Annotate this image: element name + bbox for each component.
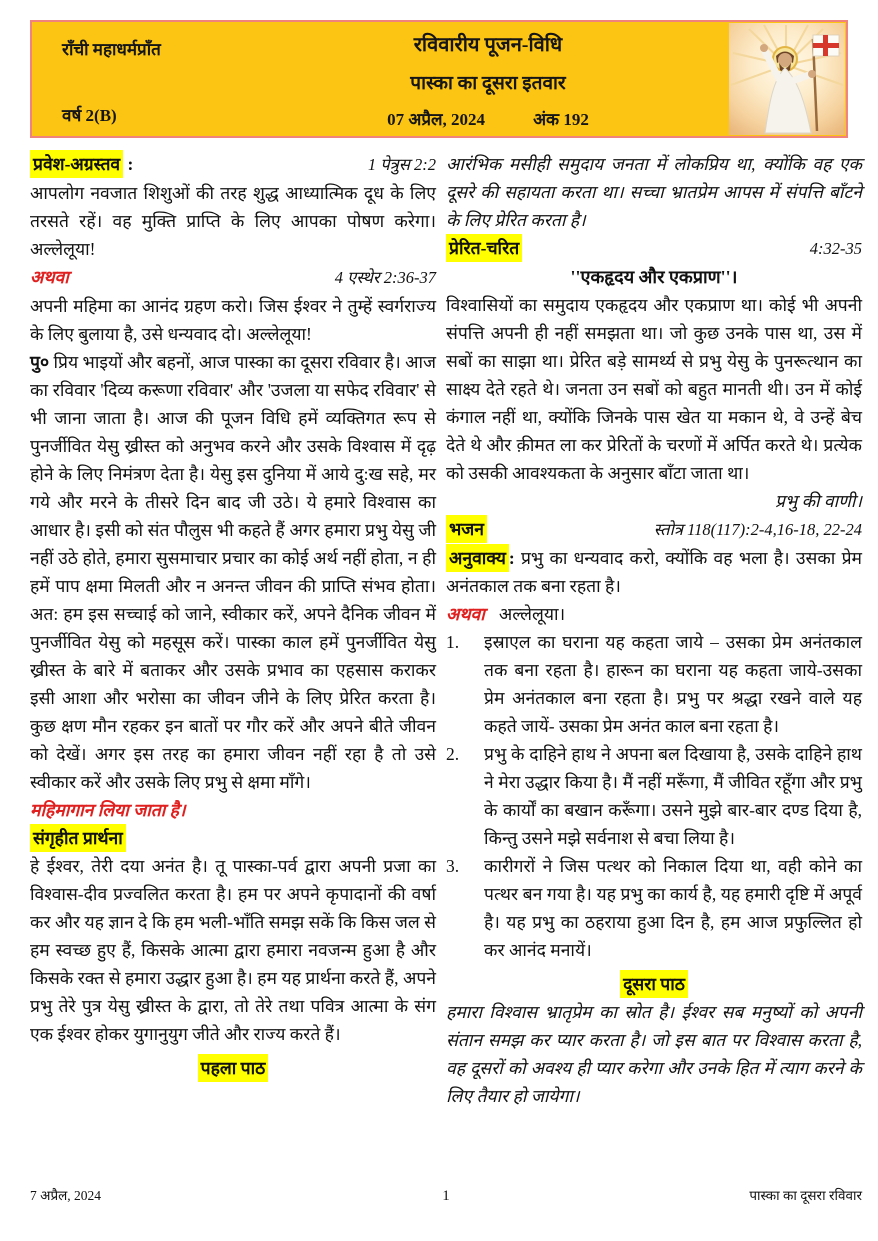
antiphon-colon: : [508, 548, 515, 568]
verse-number: 1. [446, 632, 460, 652]
alternative-headrow [30, 263, 436, 292]
psalm-reference: स्तोत्र 118(117):2-4,16-18, 22-24 [653, 520, 862, 539]
second-reading-heading-row [446, 970, 862, 998]
psalm-alt-text: अल्लेलूया। [498, 604, 566, 624]
first-reading-intro: आरंभिक मसीही समुदाय जनता में लोकप्रिय था, क्योंकि वह एक दूसरे की सहायता करता था। सच्चा भ्रातप्रेम आपस में संपत्ति बाँटने के लिए प्रेरित करता है। [446, 154, 862, 230]
priest-text: प्रिय भाइयों और बहनों, आज पास्का का दूसरा रविवार है। आज का रविवार 'दिव्य करूणा रविवार' और 'उजला या सफेद रविवार' से भी जाना जाता है। आज की पूजन विधि हमें व्यक्तिगत रूप से पुनर्जीवित येसु ख्रीस्त को अनुभव करने और उसके विश्वास में दृढ़ होने के लिए निमंत्रण देता है। येसु इस दुनिया में आये दु:ख सहे, मर गये और मरने के तीसरे दिन बाद जी उठे। ये हमारे विश्वास का आधार है। इसी को संत पौलुस भी कहते हैं अगर हमारा प्रभु येसु जी नहीं उठे होते, हमारा सुसमाचार प्रचार का कोई अर्थ नहीं होता, न ही हमें पाप क्षमा मिलती और न अनन्त जीवन की प्राप्ति संभव होता। अत: हम इस सच्चाई को जाने, स्वीकार करें, अपने दैनिक जीवन में पुनर्जीवित येसु को महसूस करें। पास्का काल हमें पुनर्जीवित येसु ख्रीस्त के बारे में बताकर और उसके प्रभाव का एहसास कराकर इसी आशा और भरोसा का जीवन जीने के लिए प्रेरित करता है। कुछ क्षण मौन रहकर इन बातों पर गौर करें और अपने बीते जीवन को देखें। अगर इस तरह का हमारा जीवन नहीं रहा है तो उसे स्वीकार करें और उसके लिए प्रभु से क्षमा माँगे। [30, 352, 437, 792]
acts-reference: 4:32-35 [809, 239, 862, 258]
acts-text: विश्वासियों का समुदाय एकहृदय और एकप्राण था। कोई भी अपनी संपत्ति अपनी ही नहीं समझता था। जो कुछ उनके पास था, उस में सबों का साझा था। प्रेरित बड़े सामर्थ्य से प्रभु येसु के पुनरूत्थान का साक्ष्य देते रहते थे। जनता उन सबों को बहुत मानती थी। उन में कोई कंगाल नहीं था, क्योंकि जिनके पास खेत या मकान थे, वे उन्हें बेच देते थे और क़ीमत ला कर प्रेरितों के चरणों में अर्पित करते थे। प्रत्येक को उसकी आवश्यकता के अनुसार बाँटा जाता था। [446, 295, 862, 483]
alternative-reference: 4 एस्थेर 2:36-37 [334, 268, 436, 287]
first-reading-heading-row [30, 1054, 436, 1082]
entrance-colon: : [127, 154, 134, 174]
page-footer [30, 1186, 862, 1205]
header-center-block [247, 22, 729, 136]
diocese-name: राँची महाधर्मप्राँत [62, 40, 161, 59]
psalm-heading: भजन [446, 515, 487, 543]
date-issue-row [387, 107, 589, 130]
verse-text: प्रभु के दाहिने हाथ ने अपना बल दिखाया है, उसके दाहिने हाथ ने मेरा उद्धार किया है। मैं नहीं मरूँगा, मैं जीवित रहूँगा और प्रभु के कार्यों का बखान करूँगा। उसने मुझे बार-बार दण्ड दिया है, किन्तु उसने मझे सर्वनाश से बचा लिया है। [484, 744, 862, 848]
priest-paragraph [30, 348, 436, 796]
verse-number: 2. [446, 744, 460, 764]
bulletin-title: रविवारीय पूजन-विधि [413, 34, 563, 56]
psalm-antiphon [446, 544, 862, 600]
entrance-reference: 1 पेत्रुस 2:2 [367, 155, 436, 174]
second-reading-intro: हमारा विश्वास भ्रातृप्रेम का स्रोत है। ईश्वर सब मनुष्यों को अपनी संतान समझ कर प्यार करता है। जो इस बात पर विश्वास करता है, वह दूसरों को अवश्य ही प्यार करेगा और उनके हित में त्याग करने के लिए तैयार हो जायेगा। [446, 1002, 862, 1106]
right-column [446, 150, 862, 1110]
entrance-text: आपलोग नवजात शिशुओं की तरह शुद्ध आध्यात्मिक दूध के लिए तरसते रहें। वह मुक्ति प्राप्ति के लिए आपका पोषण करेगा। अल्लेलूया! [30, 183, 436, 259]
acts-subtitle: ''एकहृदय और एकप्राण''। [570, 267, 738, 287]
word-of-lord: प्रभु की वाणी। [774, 491, 862, 511]
sunday-title: पास्का का दूसरा इतवार [410, 73, 566, 94]
issue-number: अंक 192 [533, 110, 589, 129]
content-area [30, 150, 862, 1110]
antiphon-text: प्रभु का धन्यवाद करो, क्योंकि वह भला है। उसका प्रेम अनंतकाल तक बना रहता है। [446, 548, 862, 596]
antiphon-label: अनुवाक्य [446, 544, 509, 572]
collect-heading: संगृहीत प्रार्थना [30, 824, 126, 852]
verse-number: 3. [446, 856, 460, 876]
risen-jesus-with-flag-image [729, 23, 845, 135]
acts-heading: प्रेरित-चरित [446, 234, 522, 262]
left-column [30, 150, 436, 1110]
gloria-rubric: महिमागान लिया जाता है। [30, 800, 186, 820]
psalm-alt-row [446, 600, 862, 628]
collect-text: हे ईश्वर, तेरी दया अनंत है। तू पास्का-पर्व द्वारा अपनी प्रजा का विश्वास-दीव प्रज्वलित करता है। हम पर अपने कृपादानों की वर्षा कर और यह ज्ञान दे कि हम भली-भाँति समझ सकें कि किस जल से हम स्वच्छ हुए हैं, किसके आत्मा द्वारा हमारा नवजन्म हुआ है और किसके रक्त से हमारा उद्धार हुआ है। हम यह प्रार्थना करते हैं, अपने प्रभु तेरे पुत्र येसु ख्रीस्त के द्वारा, तो तेरे तथा पवित्र आत्मा के संग एक ईश्वर होकर युगानुयुग जीते और राज्य करते हैं। [30, 856, 436, 1044]
psalm-verse-2 [446, 740, 862, 852]
footer-page-number: 1 [442, 1188, 450, 1204]
second-reading-heading: दूसरा पाठ [620, 970, 688, 998]
psalm-headrow [446, 515, 862, 544]
psalm-verse-1 [446, 628, 862, 740]
acts-headrow [446, 234, 862, 263]
priest-lead: पु० [30, 352, 50, 372]
alternative-text: अपनी महिमा का आनंद ग्रहण करो। जिस ईश्वर ने तुम्हें स्वर्गराज्य के लिए बुलाया है, उसे धन्यवाद दो। अल्लेलूया! [30, 296, 436, 344]
entrance-heading-wrap [30, 150, 133, 178]
first-reading-heading: पहला पाठ [198, 1054, 269, 1082]
footer-date: 7 अप्रैल, 2024 [30, 1188, 102, 1203]
page-header [30, 20, 848, 138]
issue-date: 07 अप्रैल, 2024 [387, 110, 486, 129]
psalm-verse-3 [446, 852, 862, 964]
verse-text: कारीगरों ने जिस पत्थर को निकाल दिया था, वही कोने का पत्थर बन गया है। यह प्रभु का कार्य है, यह हमारी दृष्टि में अपूर्व है। यह प्रभु का ठहराया हुआ दिन है, हम आज प्रफुल्लित हो कर आनंद मनायें। [484, 856, 862, 960]
footer-sunday-title: पास्का का दूसरा रविवार [749, 1188, 862, 1203]
entrance-antiphon-headrow [30, 150, 436, 179]
alternative-label: अथवा [30, 267, 69, 287]
psalm-alt-label: अथवा [446, 604, 485, 624]
collect-heading-row [30, 824, 436, 852]
header-left-block [32, 22, 247, 136]
verse-text: इस्राएल का घराना यह कहता जाये – उसका प्रेम अनंतकाल तक बना रहता है। हारून का घराना यह कहता जाये-उसका प्रेम अनंतकाल बना रहता है। प्रभु पर श्रद्धा रखने वाले यह कहते जायें- उसका प्रेम अनंत काल बना रहता है। [484, 632, 862, 736]
liturgical-year: वर्ष 2(B) [62, 106, 117, 125]
entrance-heading: प्रवेश-अग्रस्तव [30, 150, 123, 178]
